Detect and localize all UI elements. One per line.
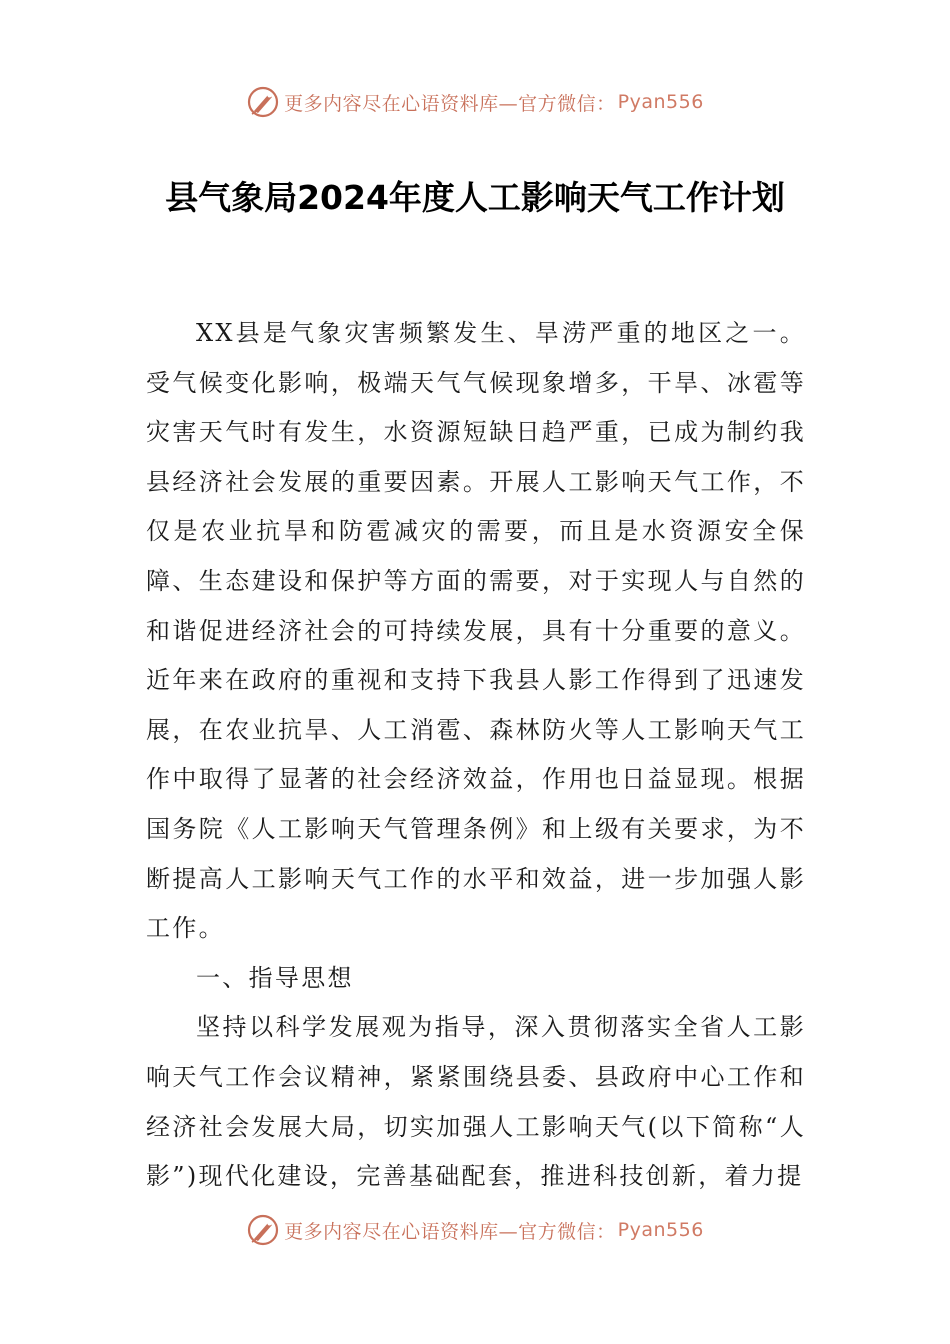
- banner-text: 更多内容尽在心语资料库—官方微信：: [284, 92, 616, 115]
- document-body: [146, 309, 806, 1202]
- section-paragraph: 坚持以科学发展观为指导，深入贯彻落实全省人工影响天气工作会议精神，紧紧围绕县委、县政府中心工作和经济社会发展大局，切实加强人工影响天气(以下简称“人影”)现代化建设，完善基础配套，推进科技创新，着力提: [146, 1013, 806, 1191]
- section-heading-guiding-ideology: 一、指导思想: [196, 963, 354, 992]
- watermark-banner-bottom: [0, 1210, 950, 1250]
- banner-wechat-id: Pyan556: [617, 1219, 704, 1241]
- pen-nib-logo-icon: [246, 1213, 280, 1247]
- pen-nib-logo-icon: [246, 85, 280, 119]
- banner-text: 更多内容尽在心语资料库—官方微信：: [284, 1220, 616, 1243]
- watermark-banner-top: [0, 82, 950, 122]
- banner-wechat-id: Pyan556: [617, 91, 704, 113]
- document-title: 县气象局2024年度人工影响天气工作计划: [165, 178, 785, 217]
- intro-paragraph: XX县是气象灾害频繁发生、旱涝严重的地区之一。受气候变化影响，极端天气气候现象增多，干旱、冰雹等灾害天气时有发生，水资源短缺日趋严重，已成为制约我县经济社会发展的重要因素。开展人工影响天气工作，不仅是农业抗旱和防雹减灾的需要，而且是水资源安全保障、生态建设和保护等方面的需要，对于实现人与自然的和谐促进经济社会的可持续发展，具有十分重要的意义。近年来在政府的重视和支持下我县人影工作得到了迅速发展，在农业抗旱、人工消雹、森林防火等人工影响天气工作中取得了显著的社会经济效益，作用也日益显现。根据国务院《人工影响天气管理条例》和上级有关要求，为不断提高人工影响天气工作的水平和效益，进一步加强人影工作。: [146, 319, 806, 943]
